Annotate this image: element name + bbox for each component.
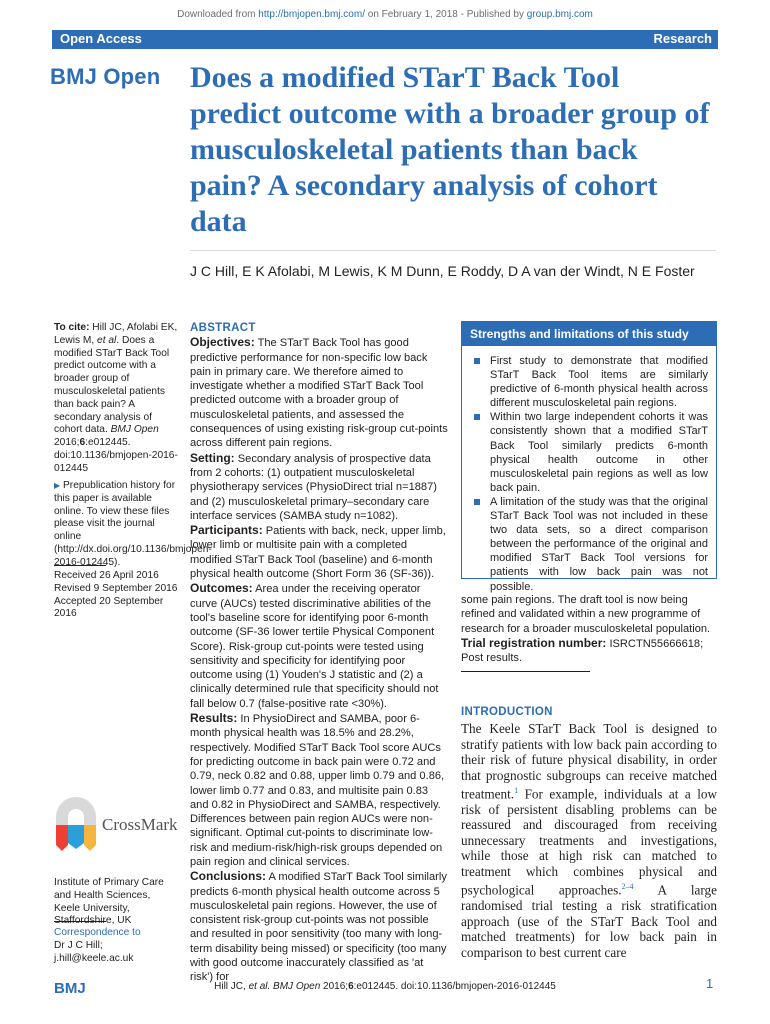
- journal-logo: BMJ Open: [50, 64, 161, 89]
- crossmark-icon: [54, 795, 98, 851]
- download-note: Downloaded from http://bmjopen.bmj.com/ on February 1, 2018 - Published by group.bmj.com: [177, 9, 593, 20]
- abstract-objectives: Objectives: The STarT Back Tool has good predictive performance for non-specific low back pain in primary care. We therefore aimed to investigate whether a modified STarT Back Tool predicted outcome with a broader group of musculoskeletal patients, and assessed the consequences of using existing risk-group cut-points across different pain regions.: [190, 335, 448, 450]
- received-date: Received 26 April 2016: [54, 570, 159, 581]
- strengths-list: [462, 346, 716, 594]
- abstract-setting: Setting: Secondary analysis of prospective data from 2 cohorts: (1) outpatient musculoskeletal physiotherapy services (PhysioDirect trial n=1887) and (2) musculoskeletal primary–secondary care interface services (SAMBA study n=1082).: [190, 450, 437, 522]
- article-dates: [54, 570, 178, 621]
- list-item: A limitation of the study was that the original STarT Back Tool was not included in these two data sets, so a direct comparison between the performance of the original and modified STarT Back Tool versions for patients with low back pain was not possible.: [470, 495, 708, 594]
- abstract-continued: [461, 593, 717, 665]
- square-bullet-icon: [474, 358, 480, 364]
- section-banner: [52, 30, 718, 49]
- square-bullet-icon: [474, 414, 480, 420]
- trial-registration: Trial registration number: ISRCTN55666618; Post results.: [461, 635, 704, 665]
- abstract-continued-text: some pain regions. The draft tool is now being refined and validated within a new programme of research for a broader musculoskeletal population.: [461, 594, 711, 635]
- author-list: J C Hill, E K Afolabi, M Lewis, K M Dunn, E Roddy, D A van der Windt, N E Foster: [190, 263, 695, 279]
- article-title: Does a modified STarT Back Tool predict outcome with a broader group of musculoskeletal patients than back pain? A secondary analysis of cohort data: [190, 61, 710, 238]
- open-access-label: Open Access: [60, 31, 142, 46]
- list-item: Within two large independent cohorts it was consistently shown that a modified STarT Back Tool similarly predicts 6-month physical health outcome in other musculoskeletal pain regions as well as low back pain.: [470, 410, 708, 495]
- square-bullet-icon: [474, 499, 480, 505]
- correspondence-heading: Correspondence to: [54, 927, 141, 938]
- page-number: 1: [706, 976, 714, 991]
- title-divider: [190, 250, 716, 251]
- publisher-link[interactable]: group.bmj.com: [526, 9, 593, 20]
- correspondence-block: [54, 927, 178, 965]
- sidebar-divider: [54, 565, 106, 566]
- abstract-results: Results: In PhysioDirect and SAMBA, poor 6-month physical health was 18.5% and 28.2%, respectively. Modified STarT Back Tool score AUCs for predicting outcome in back pain were 0.72 and 0.79, neck 0.82 and 0.88, upper limb 0.79 and 0.86, lower limb 0.77 and 0.83, and multisite pain 0.83 and 0.82 in PhysioDirect and SAMBA, respectively. Differences between pain region AUCs were non-significant. Optimal cut-points to discriminate low-risk and medium-risk/high-risk groups depended on pain region and clinical services.: [190, 711, 445, 868]
- revised-date: Revised 9 September 2016: [54, 582, 178, 594]
- abstract-column: [190, 321, 448, 985]
- triangle-bullet-icon: ▶: [54, 481, 61, 490]
- introduction-text: The Keele STarT Back Tool is designed to stratify patients with low back pain according to their risk of future physical disability, in order that prognostic subgroups can receive matched treatment.$^1$ For example, individuals at a low risk of persistent disabling problems can be reassured and discouraged from receiving unnecessary treatments and investigations, while those at high risk can matched to treatment which combines physical and psychological approaches.$^{2-4}$ A large randomised trial testing a risk stratification approach (use of the STarT Back Tool and matched treatments) for low back pain in comparison to best current care: [461, 721, 718, 960]
- footer-citation: Hill JC, et al. BMJ Open 2016;6:e012445. doi:10.1136/bmjopen-2016-012445: [214, 981, 556, 992]
- abstract-outcomes: Outcomes: Area under the receiving operator curve (AUCs) tested discriminative abilities of the tool's baseline score for identifying poor 6-month outcome (SF-36 lower tertile Physical Component Score). Risk-group cut-points were tested using sensitivity and specificity for identifying poor outcome using (1) Youden's J statistic and (2) a clinically determined rule that specificity should not fall below 0.7 (false-positive rate <30%).: [190, 581, 439, 710]
- prepublication-note: ▶ Prepublication history for this paper is available online. To view these files please visit the journal online (http://dx.doi.org/10.1136/bmjopen-2016-012445).: [54, 480, 212, 568]
- abstract-end-divider: [461, 671, 590, 672]
- introduction-heading: INTRODUCTION: [461, 706, 553, 718]
- abstract-conclusions: Conclusions: A modified STarT Back Tool similarly predicts 6-month physical health outcome across 5 musculoskeletal pain regions. However, the use of consistent risk-group cut-points was not possible and resulted in poor sensitivity (too many with long-term disability being missed) or specificity (too many with good outcome inaccurately classified as 'at risk') for: [190, 869, 447, 984]
- sidebar-divider-2: [54, 921, 106, 922]
- reference-link[interactable]: 1: [514, 786, 519, 795]
- institution-affiliation: Institute of Primary Care and Health Sciences, Keele University, Staffordshire, UK: [54, 877, 164, 927]
- strengths-heading: Strengths and limitations of this study: [462, 322, 716, 346]
- accepted-date: Accepted 20 September 2016: [54, 595, 164, 620]
- strengths-limitations-box: [461, 321, 717, 593]
- reference-link[interactable]: 2–4: [621, 882, 634, 892]
- citation-block: To cite: Hill JC, Afolabi EK, Lewis M, et al. Does a modified STarT Back Tool predict outcome with a broader group of musculoskeletal patients than back pain? A secondary analysis of cohort data. BMJ Open 2016;6:e012445. doi:10.1136/bmjopen-2016-012445: [54, 322, 178, 474]
- correspondence-contact: Dr J C Hill; j.hill@keele.ac.uk: [54, 939, 134, 964]
- crossmark-label: CrossMark: [102, 815, 178, 834]
- list-item: First study to demonstrate that modified STarT Back Tool items are similarly predictive of 6-month physical health across different musculoskeletal pain regions.: [470, 354, 708, 410]
- bmj-footer-logo: BMJ: [54, 980, 86, 997]
- article-type-label: Research: [653, 31, 712, 46]
- crossmark-badge[interactable]: [54, 795, 178, 855]
- abstract-participants: Participants: Patients with back, neck, upper limb, lower limb or multisite pain with a completed modified STarT Back Tool (baseline) and 6-month physical health outcome (Short Form 36 (SF-36)).: [190, 523, 446, 581]
- bmjopen-link[interactable]: http://bmjopen.bmj.com/: [258, 9, 365, 20]
- abstract-heading: ABSTRACT: [190, 322, 256, 334]
